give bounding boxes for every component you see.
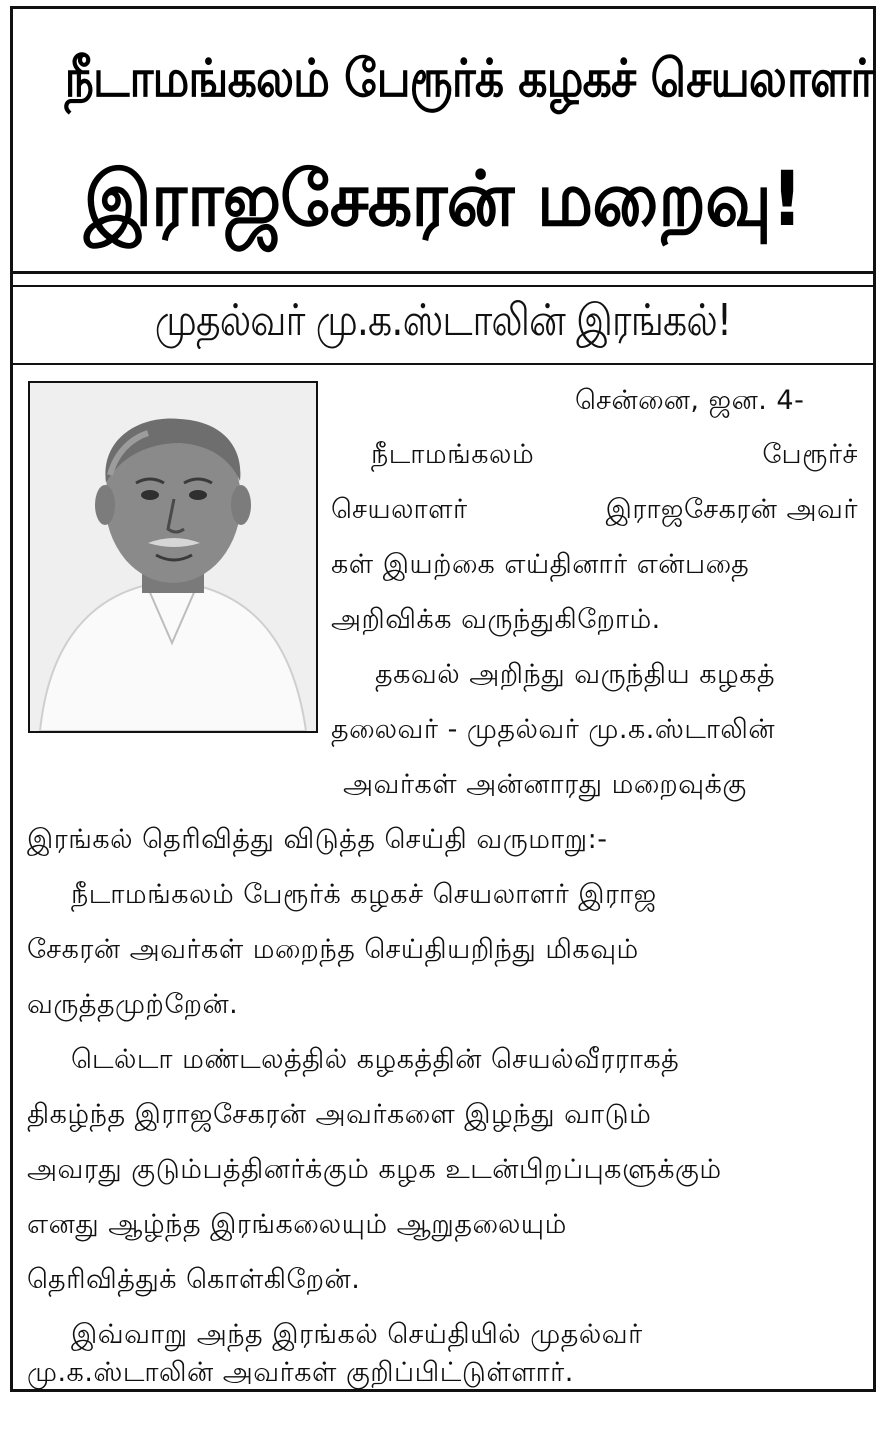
p1-line-1: நீடாமங்கலம் பேரூர்ச் bbox=[371, 439, 858, 470]
subheadline-box bbox=[13, 285, 873, 365]
p1-line-3: கள் இயற்கை எய்தினார் என்பதை bbox=[331, 549, 750, 580]
p2-line-3: அவர்கள் அன்னாரது மறைவுக்கு bbox=[343, 769, 747, 800]
headline-box bbox=[13, 9, 873, 274]
p3-line-1: நீடாமங்கலம் பேரூர்க் கழகச் செயலாளர் இராஜ bbox=[71, 879, 657, 910]
headline-line-1: நீடாமங்கலம் பேரூர்க் கழகச் செயலாளர் bbox=[64, 49, 874, 109]
p1-line-2: செயலாளர் இராஜசேகரன் அவர் bbox=[331, 494, 858, 525]
p2-line-4: இரங்கல் தெரிவித்து விடுத்த செய்தி வருமாறு:- bbox=[27, 824, 608, 855]
p4-line-5: தெரிவித்துக் கொள்கிறேன். bbox=[27, 1264, 361, 1295]
dateline: சென்னை, ஜன. 4- bbox=[575, 385, 805, 416]
p4-line-4: எனது ஆழ்ந்த இரங்கலையும் ஆறுதலையும் bbox=[27, 1209, 567, 1240]
subheadline: முதல்வர் மு.க.ஸ்டாலின் இரங்கல்! bbox=[154, 295, 732, 346]
headline-line-2: இராஜசேகரன் மறைவு! bbox=[83, 154, 803, 243]
portrait-photo bbox=[28, 381, 318, 733]
p2-line-1: தகவல் அறிந்து வருந்திய கழகத் bbox=[375, 659, 776, 690]
p3-line-3: வருத்தமுற்றேன். bbox=[27, 989, 239, 1020]
p5-line-2: மு.க.ஸ்டாலின் அவர்கள் குறிப்பிட்டுள்ளார். bbox=[27, 1357, 574, 1388]
p4-line-2: திகழ்ந்த இராஜசேகரன் அவர்களை இழந்து வாடும் bbox=[27, 1099, 652, 1130]
news-article bbox=[10, 6, 876, 1392]
p4-line-3: அவரது குடும்பத்தினர்க்கும் கழக உடன்பிறப்புகளுக்கும் bbox=[27, 1154, 722, 1185]
portrait-image bbox=[30, 383, 316, 731]
p3-line-2: சேகரன் அவர்கள் மறைந்த செய்தியறிந்து மிகவும் bbox=[27, 934, 639, 965]
p4-line-1: டெல்டா மண்டலத்தில் கழகத்தின் செயல்வீரராகத் bbox=[71, 1044, 680, 1075]
p2-line-2: தலைவர் - முதல்வர் மு.க.ஸ்டாலின் bbox=[331, 714, 776, 745]
p5-line-1: இவ்வாறு அந்த இரங்கல் செய்தியில் முதல்வர் bbox=[71, 1319, 643, 1350]
p1-line-4: அறிவிக்க வருந்துகிறோம். bbox=[331, 604, 661, 635]
